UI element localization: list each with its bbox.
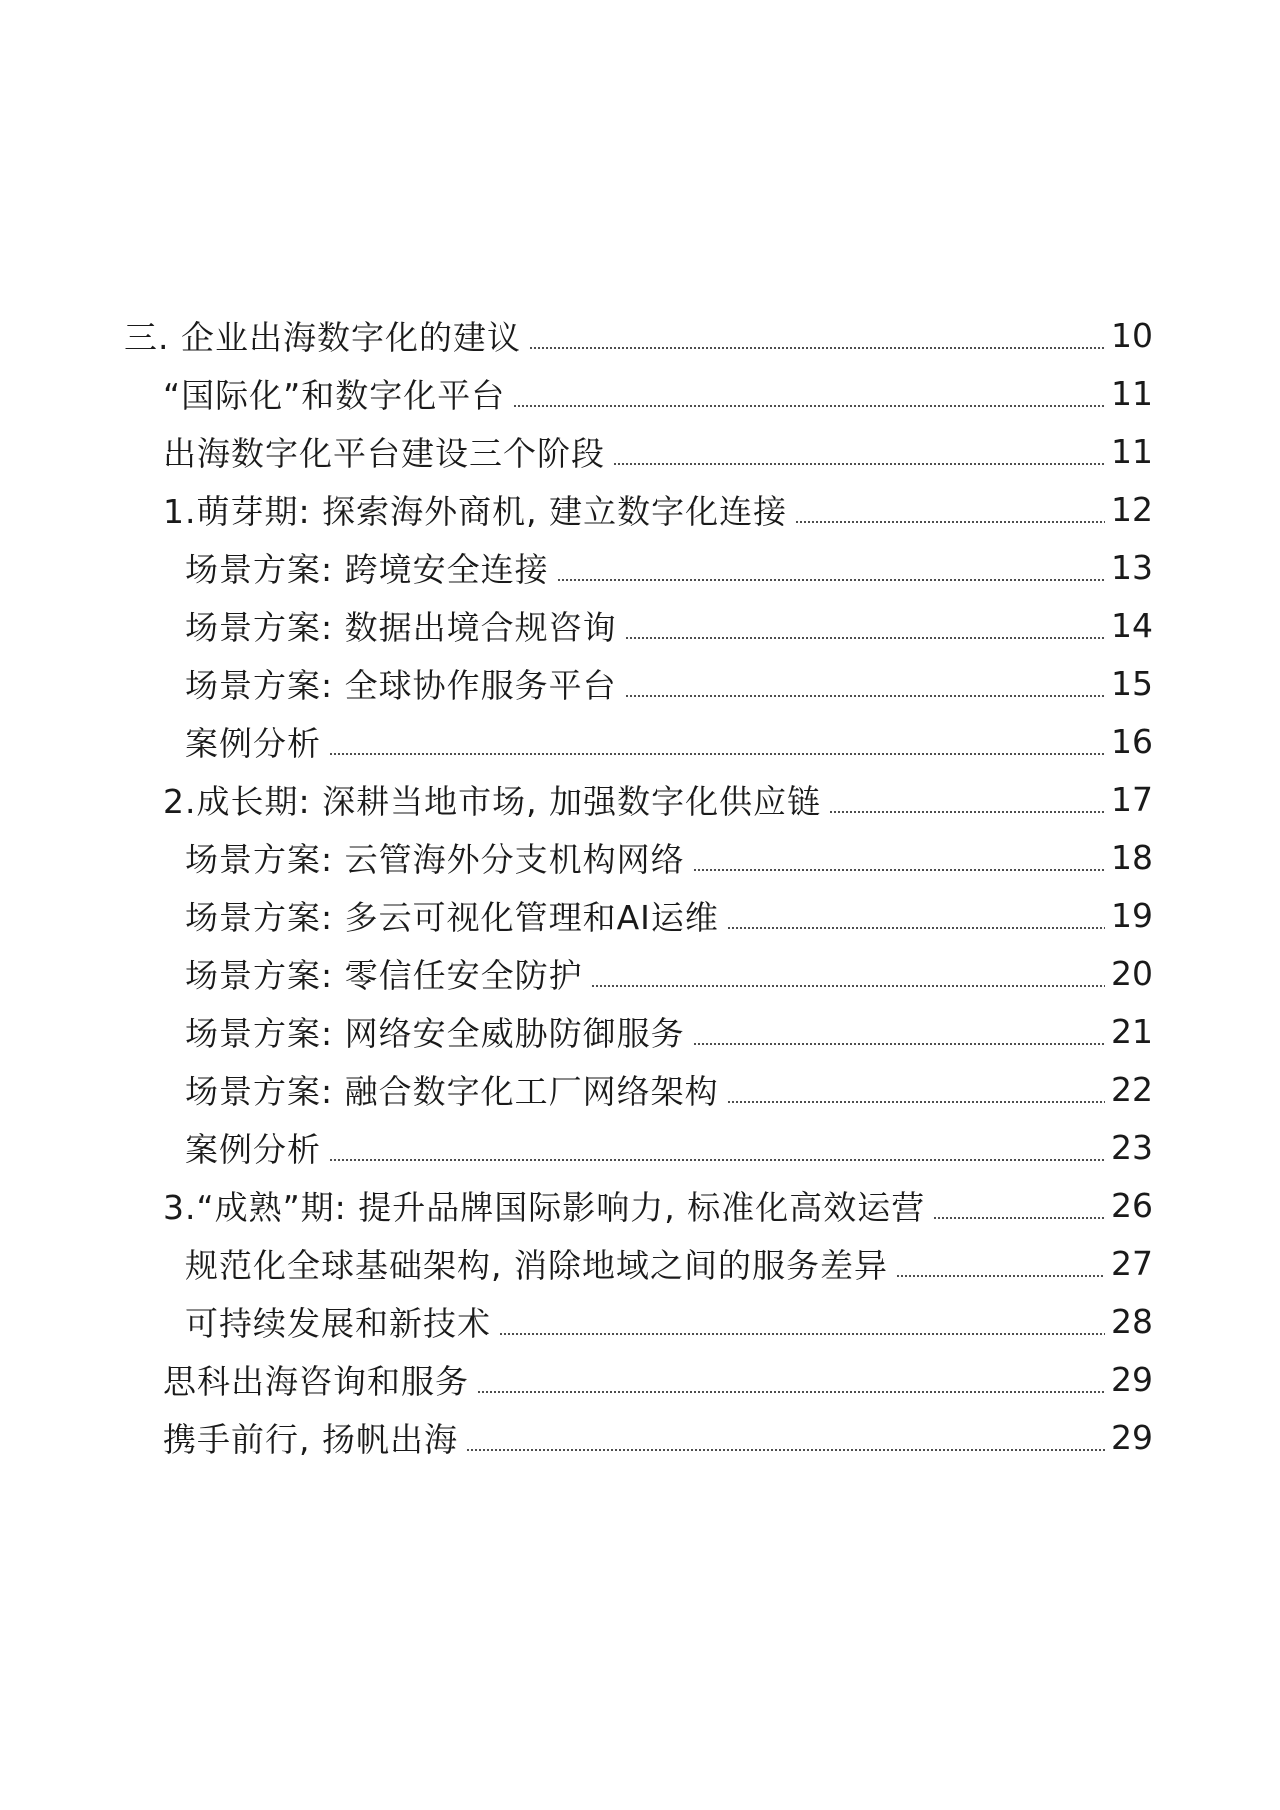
dot-leader — [329, 1158, 1105, 1162]
toc-entry[interactable] — [0, 828, 1280, 886]
dot-leader — [591, 984, 1105, 988]
dot-leader — [625, 694, 1105, 698]
dot-leader — [625, 636, 1105, 640]
toc-entry-title: 场景方案: 融合数字化工厂网络架构 — [185, 1071, 719, 1111]
toc-entry-title: 3.“成熟”期: 提升品牌国际影响力, 标准化高效运营 — [163, 1187, 926, 1227]
toc-page-number: 29 — [1111, 1417, 1153, 1457]
toc-entry-title: 携手前行, 扬帆出海 — [163, 1419, 458, 1459]
dot-leader — [829, 810, 1105, 814]
toc-entry[interactable] — [0, 1176, 1280, 1234]
toc-page-number: 16 — [1111, 721, 1153, 761]
toc-entry-title: 可持续发展和新技术 — [185, 1303, 491, 1343]
toc-entry-title: 思科出海咨询和服务 — [163, 1361, 469, 1401]
toc-entry-title: 案例分析 — [185, 723, 321, 763]
toc-page-number: 13 — [1111, 547, 1153, 587]
toc-entry-title: 场景方案: 全球协作服务平台 — [185, 665, 617, 705]
toc-entry-title: 三. 企业出海数字化的建议 — [124, 317, 521, 357]
toc-entry-title: 场景方案: 零信任安全防护 — [185, 955, 583, 995]
toc-entry[interactable] — [0, 596, 1280, 654]
dot-leader — [613, 462, 1105, 466]
toc-entry[interactable] — [0, 1350, 1280, 1408]
toc-page-number: 22 — [1111, 1069, 1153, 1109]
toc-page-number: 14 — [1111, 605, 1153, 645]
toc-entry-title: 1.萌芽期: 探索海外商机, 建立数字化连接 — [163, 491, 788, 531]
toc-entry-title: 场景方案: 云管海外分支机构网络 — [185, 839, 685, 879]
dot-leader — [933, 1216, 1105, 1220]
table-of-contents — [0, 306, 1280, 1466]
toc-entry[interactable] — [0, 712, 1280, 770]
dot-leader — [466, 1448, 1105, 1452]
toc-page-number: 15 — [1111, 663, 1153, 703]
toc-entry[interactable] — [0, 1408, 1280, 1466]
toc-entry[interactable] — [0, 364, 1280, 422]
toc-page-number: 29 — [1111, 1359, 1153, 1399]
toc-page-number: 12 — [1111, 489, 1153, 529]
toc-page-number: 11 — [1111, 431, 1153, 471]
toc-page-number: 26 — [1111, 1185, 1153, 1225]
dot-leader — [727, 1100, 1105, 1104]
toc-entry[interactable] — [0, 1002, 1280, 1060]
dot-leader — [896, 1274, 1105, 1278]
toc-entry[interactable] — [0, 944, 1280, 1002]
toc-entry[interactable] — [0, 1060, 1280, 1118]
toc-entry-title: 场景方案: 网络安全威胁防御服务 — [185, 1013, 685, 1053]
toc-page-number: 17 — [1111, 779, 1153, 819]
toc-entry[interactable] — [0, 1118, 1280, 1176]
toc-page-number: 11 — [1111, 373, 1153, 413]
toc-entry[interactable] — [0, 422, 1280, 480]
dot-leader — [513, 404, 1105, 408]
toc-entry-title: 出海数字化平台建设三个阶段 — [163, 433, 605, 473]
dot-leader — [693, 1042, 1105, 1046]
toc-entry[interactable] — [0, 1234, 1280, 1292]
toc-entry-title: 场景方案: 数据出境合规咨询 — [185, 607, 617, 647]
toc-entry[interactable] — [0, 770, 1280, 828]
toc-page-number: 10 — [1111, 315, 1153, 355]
toc-entry[interactable] — [0, 1292, 1280, 1350]
toc-entry-title: 2.成长期: 深耕当地市场, 加强数字化供应链 — [163, 781, 822, 821]
toc-page-number: 23 — [1111, 1127, 1153, 1167]
dot-leader — [329, 752, 1105, 756]
toc-entry-title: 场景方案: 跨境安全连接 — [185, 549, 549, 589]
dot-leader — [693, 868, 1105, 872]
dot-leader — [529, 346, 1105, 350]
toc-entry[interactable] — [0, 886, 1280, 944]
dot-leader — [499, 1332, 1105, 1336]
toc-entry[interactable] — [0, 480, 1280, 538]
dot-leader — [795, 520, 1105, 524]
toc-entry-title: 场景方案: 多云可视化管理和AI运维 — [185, 897, 719, 937]
toc-entry[interactable] — [0, 654, 1280, 712]
toc-entry[interactable] — [0, 306, 1280, 364]
dot-leader — [557, 578, 1105, 582]
toc-entry-title: “国际化”和数字化平台 — [163, 375, 506, 415]
toc-page-number: 18 — [1111, 837, 1153, 877]
toc-entry[interactable] — [0, 538, 1280, 596]
toc-page-number: 28 — [1111, 1301, 1153, 1341]
dot-leader — [727, 926, 1105, 930]
toc-page-number: 27 — [1111, 1243, 1153, 1283]
toc-entry-title: 规范化全球基础架构, 消除地域之间的服务差异 — [185, 1245, 888, 1285]
toc-page-number: 20 — [1111, 953, 1153, 993]
toc-page-number: 19 — [1111, 895, 1153, 935]
toc-entry-title: 案例分析 — [185, 1129, 321, 1169]
toc-page-number: 21 — [1111, 1011, 1153, 1051]
dot-leader — [477, 1390, 1105, 1394]
